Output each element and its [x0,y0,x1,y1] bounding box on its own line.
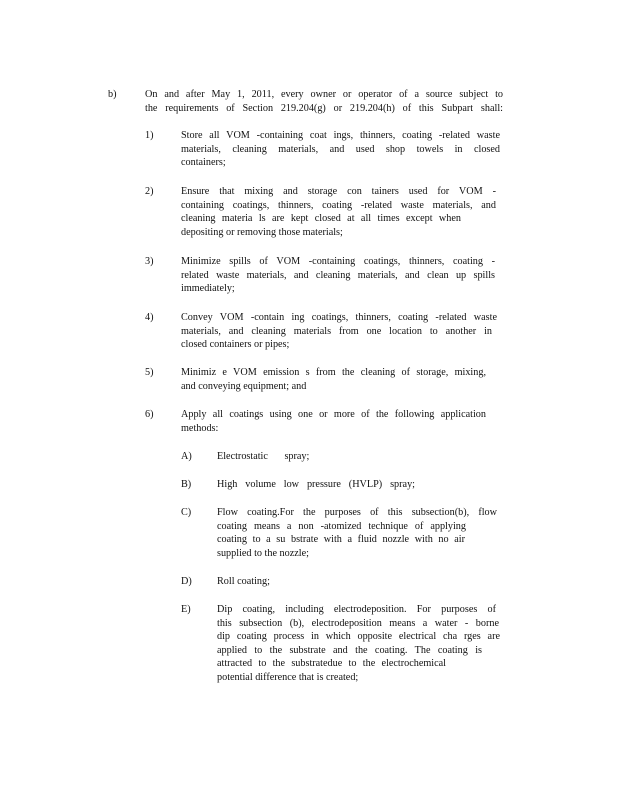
text-line: coating means a non -atomized technique of applying [217,520,466,532]
item-4-text [181,311,497,352]
text-line: dip coating process in which opposite electrical cha rges are [217,631,500,643]
text-line: depositing or removing those materials; [181,226,343,238]
text-line: Dip coating, including electrodeposition. For purposes of [217,604,496,615]
text-line: Store all VOM -containing coat ings, thinners, coating -related waste [181,130,500,141]
text-line: and conveying equipment; and [181,380,307,392]
text-line: Electrostatic spray; [217,451,310,462]
subitem-d-text [217,575,270,589]
paragraph-label-b: b) [108,89,117,100]
text-line: On and after May 1, 2011, every owner or operator of a source subject to [145,89,503,100]
text-line: containers; [181,157,226,169]
text-line: materials, cleaning materials, and used shop towels in closed [181,143,500,155]
text-line: potential difference that is created; [217,671,359,683]
item-label-2: 2) [145,186,154,197]
subitem-label-c: C) [181,507,192,518]
text-line: High volume low pressure (HVLP) spray; [217,479,415,490]
text-line: materials, and cleaning materials from one location to another in [181,325,492,337]
text-line: coating to a su bstrate with a fluid nozzle with no air [217,534,465,546]
subitem-b-text [217,478,415,492]
text-line: related waste materials, and cleaning materials, and clean up spills [181,269,495,281]
item-label-1: 1) [145,130,154,141]
text-line: Ensure that mixing and storage con tainers used for VOM - [181,186,496,197]
text-line: this subsection (b), electrodeposition means a water - borne [217,617,499,629]
text-line: closed containers or pipes; [181,339,290,351]
item-5-text [181,366,486,393]
item-6-text [181,408,486,435]
text-line: Minimize spills of VOM -containing coatings, thinners, coating - [181,256,495,267]
text-line: applied to the substrate and the coating. The coating is [217,644,482,656]
item-label-4: 4) [145,312,154,323]
text-line: Roll coating; [217,576,270,587]
item-label-6: 6) [145,409,154,420]
subitem-c-text [217,506,497,560]
text-line: Apply all coatings using one or more of the following application [181,409,486,420]
item-2-text [181,185,496,239]
subitem-label-b: B) [181,479,192,490]
text-line: cleaning materia ls are kept closed at all times except when [181,213,461,225]
text-line: attracted to the substratedue to the electrochemical [217,658,446,670]
subitem-label-e: E) [181,604,191,615]
text-line: Minimiz e VOM emission s from the cleaning of storage, mixing, [181,367,486,378]
text-line: methods: [181,422,219,434]
text-line: immediately; [181,283,235,295]
text-line: containing coatings, thinners, coating -related waste materials, and [181,199,496,211]
paragraph-b-intro [145,88,503,115]
item-label-5: 5) [145,367,154,378]
subitem-a-text [217,450,309,464]
subitem-label-d: D) [181,576,192,587]
subitem-e-text [217,603,500,685]
text-line: the requirements of Section 219.204(g) or 219.204(h) of this Subpart shall: [145,102,503,114]
subitem-label-a: A) [181,451,192,462]
item-1-text [181,129,500,170]
item-label-3: 3) [145,256,154,267]
text-line: Convey VOM -contain ing coatings, thinners, coating -related waste [181,312,497,323]
item-3-text [181,255,495,296]
text-line: supplied to the nozzle; [217,547,309,559]
text-line: Flow coating.For the purposes of this subsection(b), flow [217,507,497,518]
